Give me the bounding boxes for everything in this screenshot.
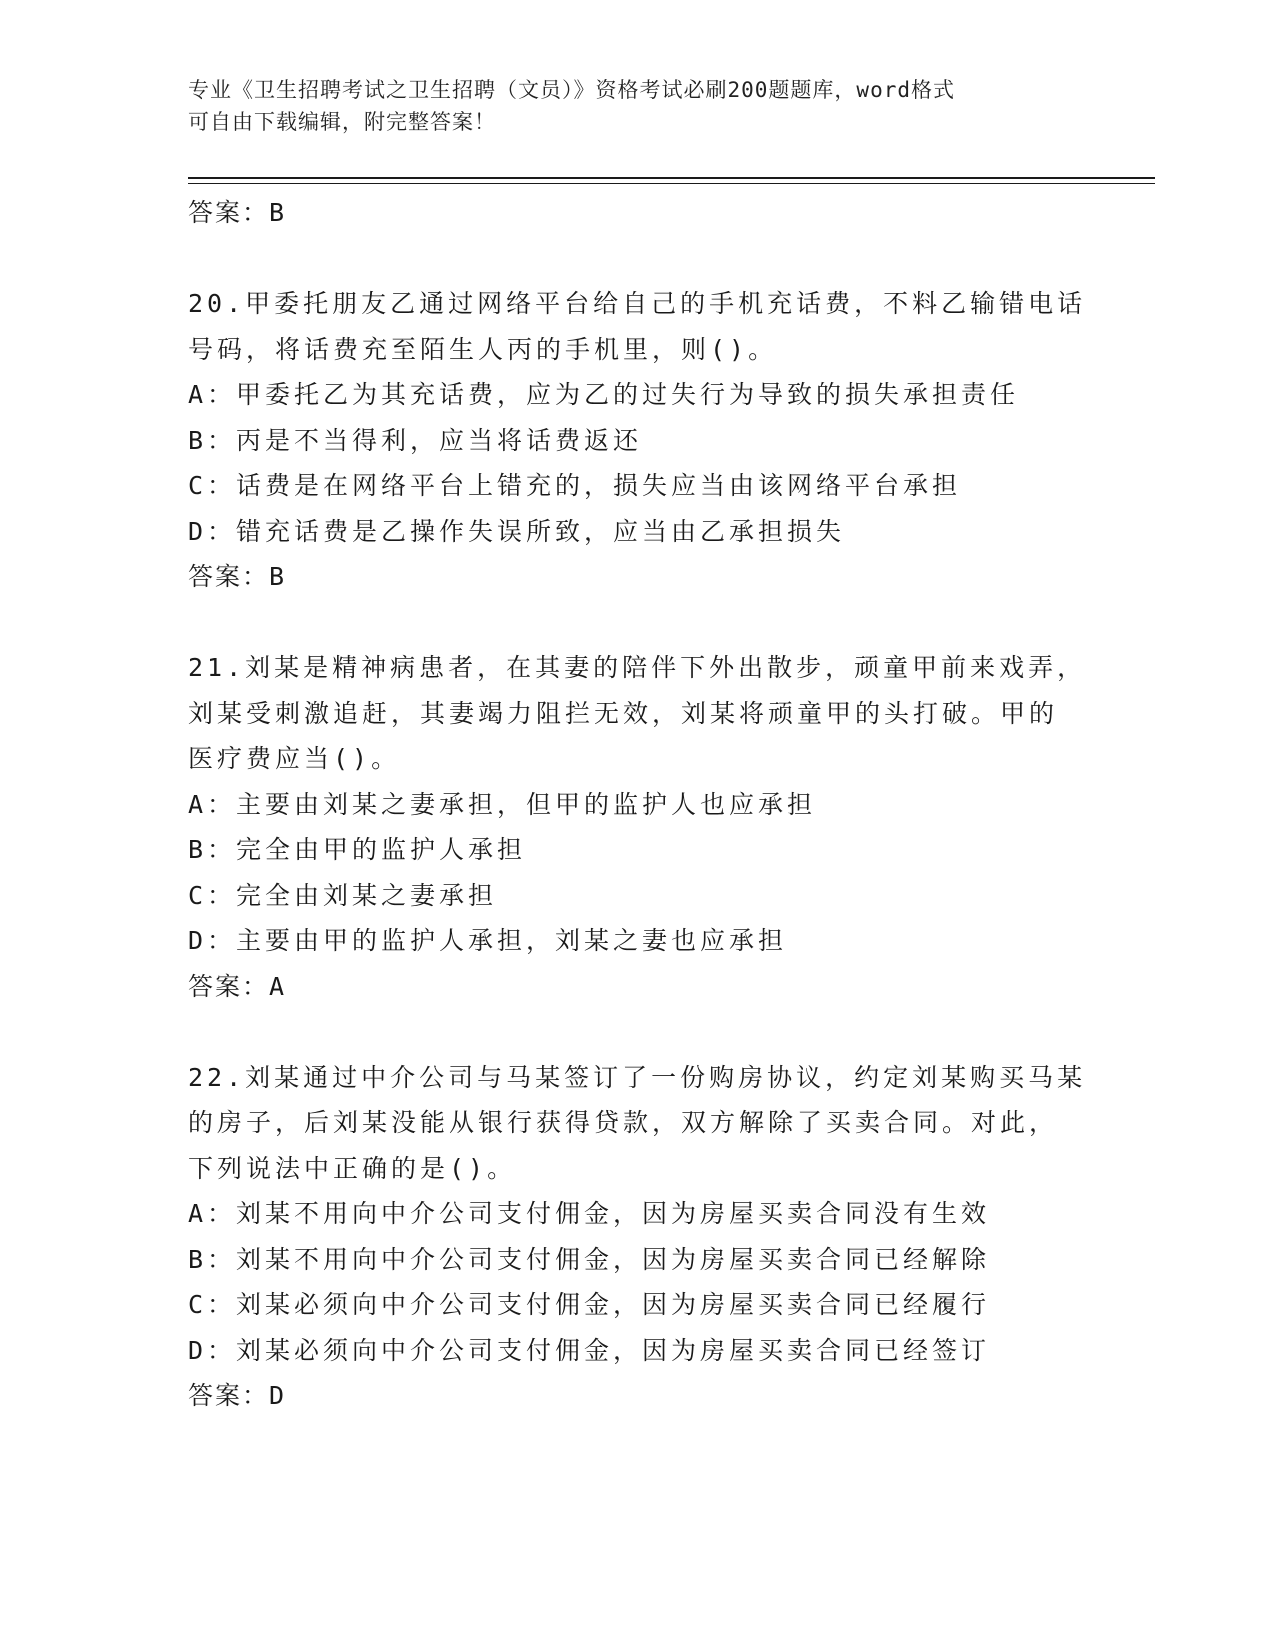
question-22: [188, 1055, 1088, 1419]
option-b: B：刘某不用向中介公司支付佣金，因为房屋买卖合同已经解除: [188, 1244, 991, 1274]
option-d: D：主要由甲的监护人承担，刘某之妻也应承担: [188, 926, 788, 955]
option-d: D：错充话费是乙操作失误所致，应当由乙承担损失: [188, 516, 846, 546]
question-stem-line: 的房子，后刘某没能从银行获得贷款，双方解除了买卖合同。对此，: [188, 1108, 1059, 1137]
question-stem-line: 20.甲委托朋友乙通过网络平台给自己的手机充话费，不料乙输错电话: [188, 289, 1087, 318]
question-list: [188, 190, 1088, 1419]
option-d: D：刘某必须向中介公司支付佣金，因为房屋买卖合同已经签订: [188, 1335, 991, 1365]
option-b: B：完全由甲的监护人承担: [188, 835, 527, 864]
header-line-1: 专业《卫生招聘考试之卫生招聘（文员）》资格考试必刷200题题库，word格式: [188, 78, 955, 102]
question-21: [188, 645, 1088, 1009]
header-divider-thick: [188, 177, 1155, 179]
option-a: A：主要由刘某之妻承担，但甲的监护人也应承担: [188, 789, 817, 819]
header-divider-thin: [188, 183, 1155, 184]
question-stem-line: 下列说法中正确的是()。: [188, 1153, 517, 1183]
question-stem-line: 刘某受刺激追赶，其妻竭力阻拦无效，刘某将顽童甲的头打破。甲的: [188, 698, 1059, 728]
spacer: [188, 1009, 1088, 1055]
question-stem-line: 21.刘某是精神病患者，在其妻的陪伴下外出散步，顽童甲前来戏弄，: [188, 653, 1087, 682]
page-header: [188, 74, 1068, 138]
option-c: C：话费是在网络平台上错充的，损失应当由该网络平台承担: [188, 471, 962, 500]
header-line-2: 可自由下载编辑，附完整答案！: [188, 110, 496, 134]
option-a: A：甲委托乙为其充话费，应为乙的过失行为导致的损失承担责任: [188, 380, 1020, 409]
option-a: A：刘某不用向中介公司支付佣金，因为房屋买卖合同没有生效: [188, 1199, 991, 1228]
answer: 答案：B: [188, 562, 287, 591]
question-20: [188, 281, 1088, 600]
spacer: [188, 236, 1088, 282]
question-stem-line: 22.刘某通过中介公司与马某签订了一份购房协议，约定刘某购买马某: [188, 1062, 1087, 1092]
question-stem-line: 医疗费应当()。: [188, 744, 401, 773]
answer-previous: 答案：B: [188, 198, 287, 227]
option-b: B：丙是不当得利，应当将话费返还: [188, 425, 643, 455]
option-c: C：完全由刘某之妻承担: [188, 880, 498, 910]
option-c: C：刘某必须向中介公司支付佣金，因为房屋买卖合同已经履行: [188, 1290, 991, 1319]
answer: 答案：A: [188, 971, 287, 1001]
answer: 答案：D: [188, 1381, 287, 1410]
spacer: [188, 600, 1088, 646]
question-stem-line: 号码，将话费充至陌生人丙的手机里，则()。: [188, 334, 778, 364]
